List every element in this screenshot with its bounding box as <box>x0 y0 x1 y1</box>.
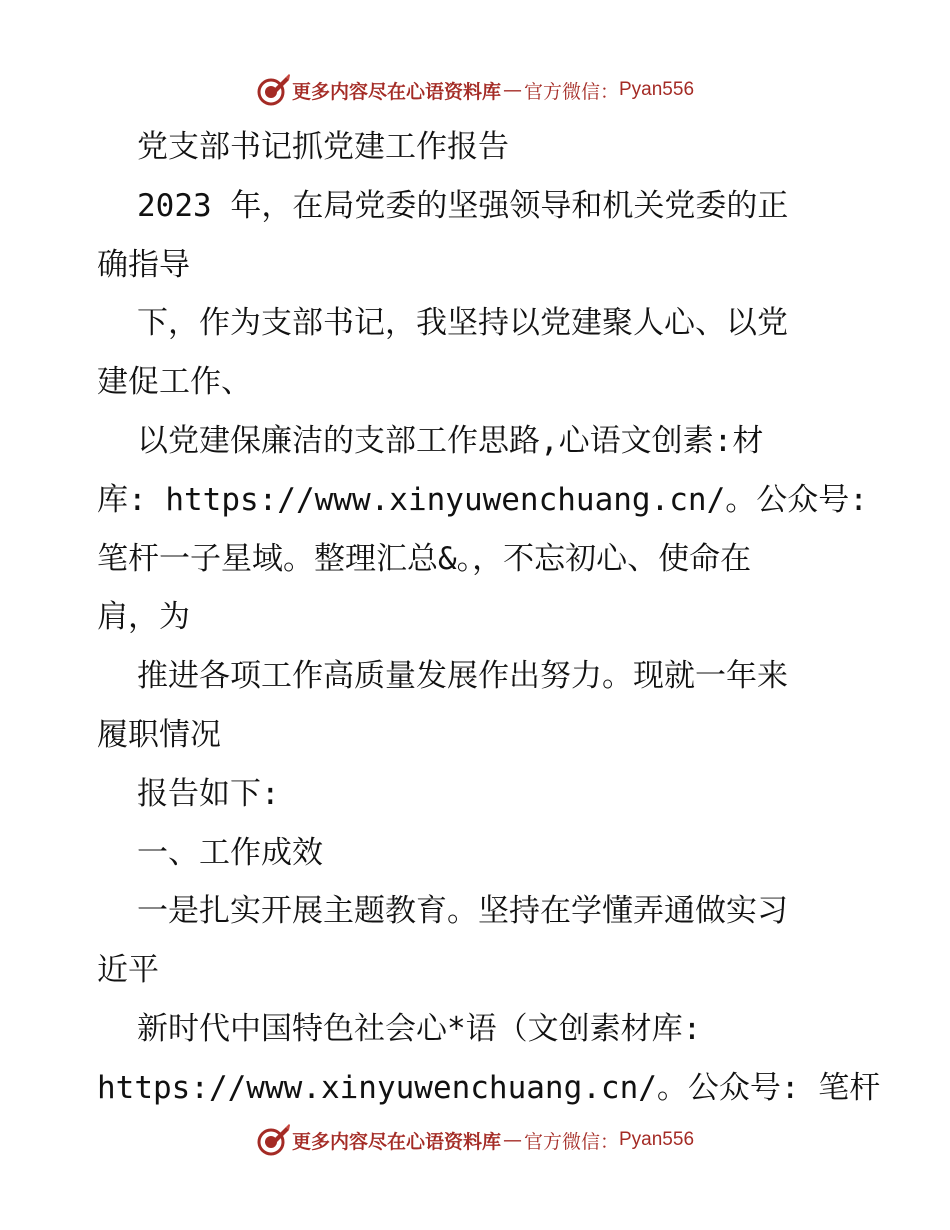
banner-wechat-label: 官方微信： <box>523 80 619 103</box>
text-line: 党支部书记抓党建工作报告 <box>137 129 509 165</box>
text-line: 以党建保廉洁的支部工作思路,心语文创素:材 <box>137 422 764 459</box>
text-line: 笔杆一子星域。整理汇总&。，不忘初心、使命在 <box>97 540 752 577</box>
text-line: 报告如下: <box>137 775 280 812</box>
footer-watermark-banner <box>0 1120 950 1160</box>
text-line: 履职情况 <box>97 716 221 753</box>
pen-logo-icon <box>256 73 290 107</box>
document-body <box>97 118 881 1118</box>
banner-wechat-handle: Pyan556 <box>619 79 695 100</box>
text-line: 2023 年，在局党委的坚强领导和机关党委的正 <box>137 187 789 224</box>
banner-dash: — <box>502 1129 522 1151</box>
text-line: 一、工作成效 <box>137 834 323 871</box>
text-line: 建促工作、 <box>97 364 252 401</box>
banner-title: 更多内容尽在心语资料库 <box>291 80 501 103</box>
header-watermark-banner <box>0 70 950 110</box>
text-line: 库: https://www.xinyuwenchuang.cn/。公众号: <box>97 481 868 518</box>
banner-title: 更多内容尽在心语资料库 <box>291 1130 501 1153</box>
text-line: 推进各项工作高质量发展作出努力。现就一年来 <box>137 658 788 695</box>
text-line: https://www.xinyuwenchuang.cn/。公众号: 笔杆 <box>97 1069 881 1106</box>
text-line: 近平 <box>97 952 159 989</box>
text-line: 肩，为 <box>97 599 190 636</box>
banner-wechat-label: 官方微信： <box>523 1130 619 1153</box>
text-line: 新时代中国特色社会心*语（文创素材库: <box>137 1010 702 1047</box>
pen-logo-icon <box>256 1123 290 1157</box>
text-line: 下，作为支部书记，我坚持以党建聚人心、以党 <box>137 305 788 342</box>
banner-wechat-handle: Pyan556 <box>619 1129 695 1150</box>
text-line: 确指导 <box>97 246 190 283</box>
banner-dash: — <box>502 79 522 101</box>
text-line: 一是扎实开展主题教育。坚持在学懂弄通做实习 <box>137 893 788 930</box>
